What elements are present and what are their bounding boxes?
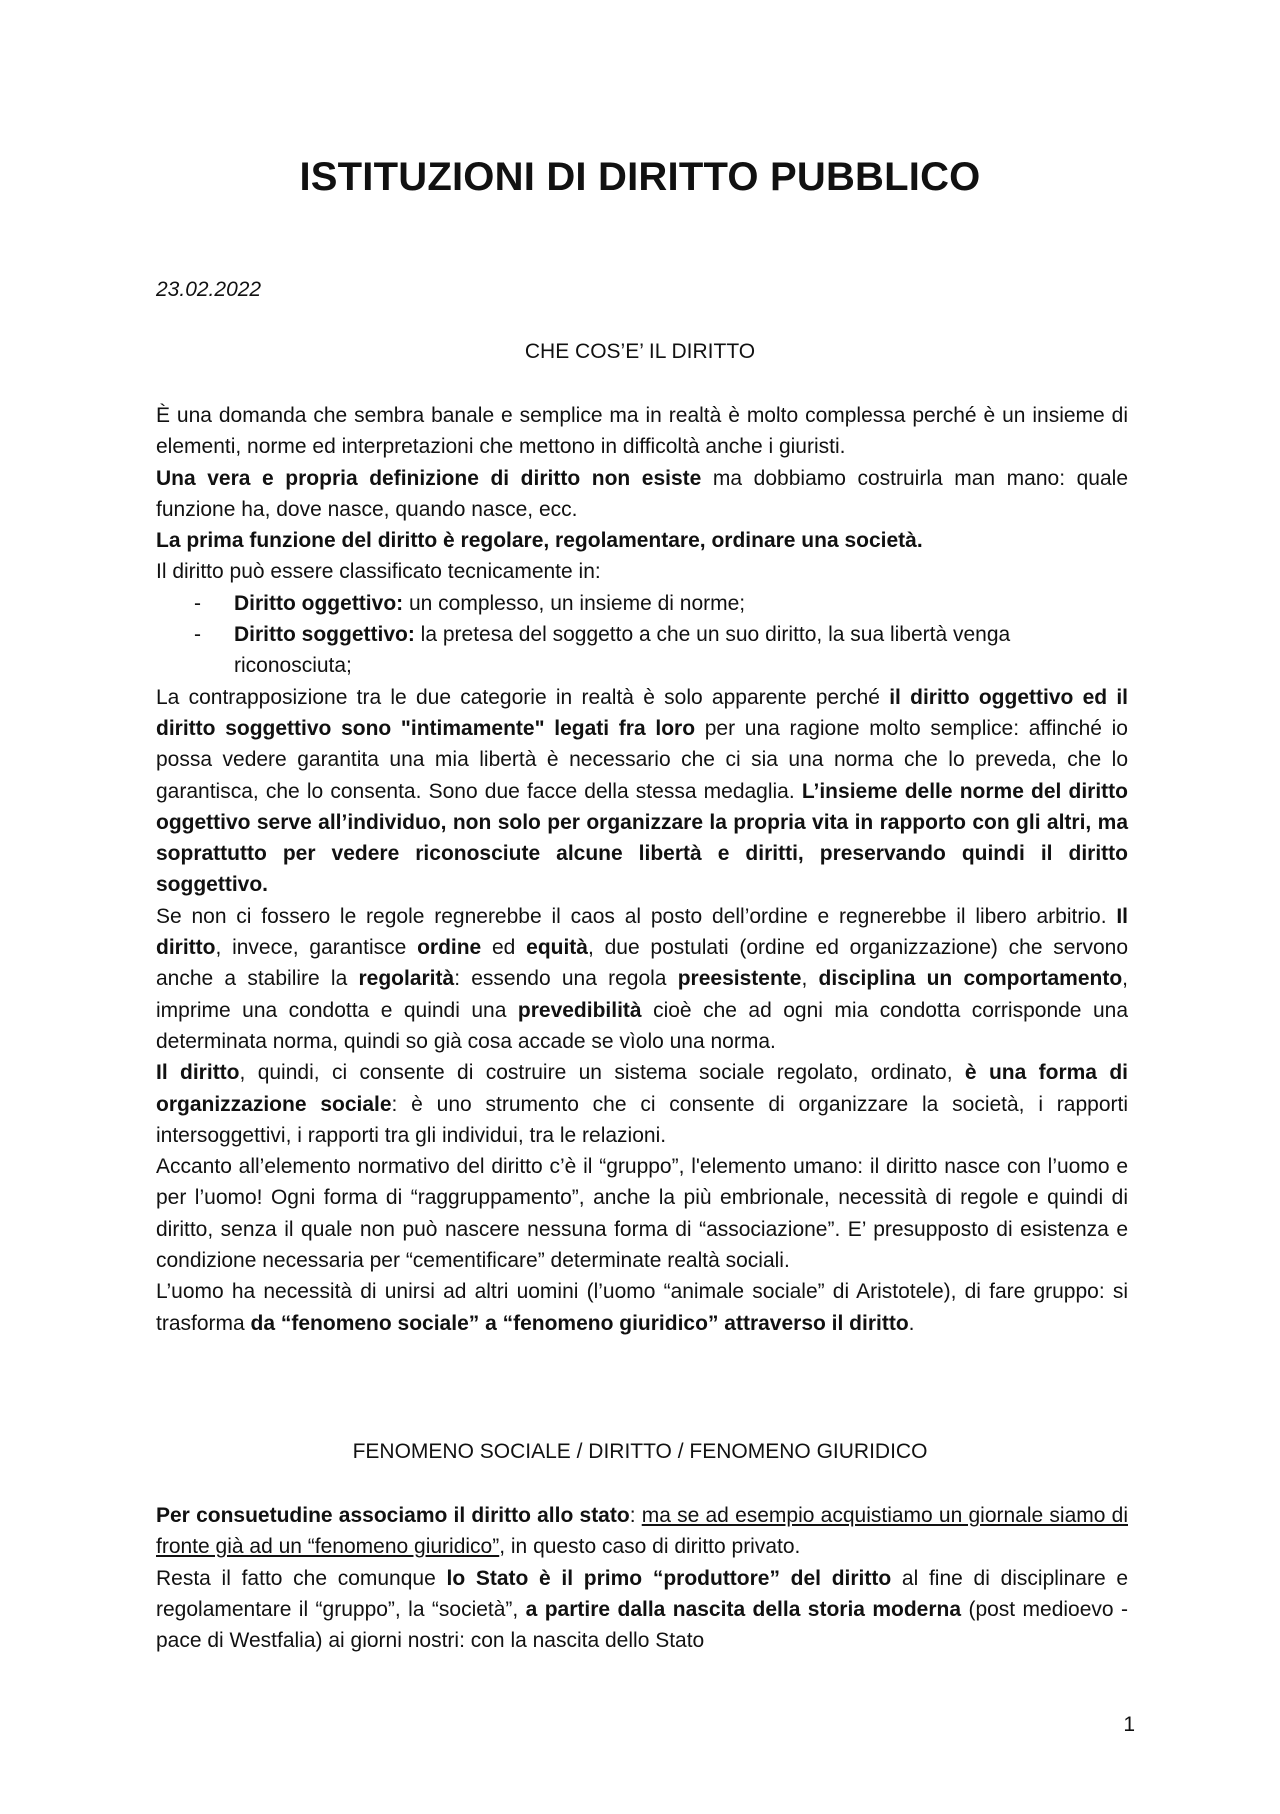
document-title: ISTITUZIONI DI DIRITTO PUBBLICO [299,155,981,199]
paragraph [156,1057,1128,1151]
paragraph: È una domanda che sembra banale e semplice ma in realtà è molto complessa perché è un insieme di elementi, norme ed interpretazioni che mettono in difficoltà anche i giuristi. [156,404,1128,459]
list-item [156,588,1128,619]
text-run: , due postulati (ordine ed organizzazione) che servono anche a stabilire la [156,936,1129,991]
bold-text: Il diritto [156,904,1128,960]
section-heading-fenomeno-sociale: FENOMENO SOCIALE / DIRITTO / FENOMENO GIURIDICO [352,1440,928,1463]
text-run: al fine di disciplinare e regolamentare il “gruppo”, la “società”, [156,1566,1128,1621]
text-run: ed [481,936,527,960]
document-date: 23.02.2022 [156,278,262,301]
bold-text: disciplina un comportamento [818,967,1123,991]
paragraph [156,1500,1128,1563]
list-text: la pretesa del soggetto a che un suo diritto, la sua libertà venga riconosciuta; [234,623,1011,678]
text-run: : [629,1504,642,1527]
bold-text: preesistente [677,967,802,991]
paragraph [156,1276,1128,1339]
text-run: : è uno strumento che ci consente di organizzare la società, i rapporti intersoggettivi, i rapporti tra gli individui, tra le relazioni. [156,1092,1128,1147]
underlined-text: ma se ad esempio acquistiamo un giornale siamo di fronte già ad un “fenomeno giuridico” [156,1504,1128,1559]
text-run: , [801,967,819,991]
page-number: 1 [1123,1713,1135,1736]
text-run: cioè che ad ogni mia condotta corrisponde una determinata norma, quindi so già cosa accade se vìolo una norma. [156,998,1128,1053]
bold-text: Per consuetudine associamo il diritto allo stato [156,1504,630,1527]
section-body-fenomeno [156,1500,1128,1656]
bold-text: a partire dalla nascita della storia moderna [525,1597,962,1621]
bold-text: La prima funzione del diritto è regolare, regolamentare, ordinare una società. [156,529,923,553]
paragraph [156,525,1128,556]
text-run: , imprime una condotta e quindi una [156,967,1128,1022]
bold-text: regolarità [358,967,455,991]
bold-text: lo Stato è il primo “produttore” del diritto [446,1566,892,1590]
text-run: Se non ci fossero le regole regnerebbe il caos al posto dell’ordine e regnerebbe il libero arbitrio. [156,904,1117,928]
text-run: La contrapposizione tra le due categorie in realtà è solo apparente perché [156,685,890,709]
text-run: . [908,1311,915,1335]
paragraph [156,463,1128,526]
bold-text: ordine [417,936,482,960]
text-run: per una ragione molto semplice: affinché io possa vedere garantita una mia libertà è necessario che ci sia una norma che lo preveda, che lo garantisca, che lo consenta. Sono due facce della stessa medaglia. [156,716,1128,803]
paragraph [156,682,1128,901]
list-term: Diritto soggettivo: [234,623,415,647]
text-run: L’uomo ha necessità di unirsi ad altri uomini (l’uomo “animale sociale” di Aristotele), di fare gruppo: si trasforma [156,1280,1128,1335]
bold-text: Una vera e propria definizione di diritto non esiste [156,466,702,490]
list-text: un complesso, un insieme di norme; [403,591,746,615]
text-run: , quindi, ci consente di costruire un sistema sociale regolato, ordinato, [239,1061,965,1085]
list-term: Diritto oggettivo: [234,591,404,615]
bold-text: L’insieme delle norme del diritto oggettivo serve all’individuo, non solo per organizzare la propria vita in rapporto con gli altri, ma soprattutto per vedere riconosciute alcune libertà e diritti, preservando quindi il diritto soggettivo. [156,779,1128,897]
bold-text: Il diritto [156,1061,240,1085]
dash-bullet: - [194,623,201,647]
section-body-che-cose [156,400,1128,1339]
bold-text: il diritto oggettivo ed il diritto soggettivo sono "intimamente" legati fra loro [156,685,1128,740]
paragraph [156,901,1128,1057]
text-run: Resta il fatto che comunque [156,1566,447,1590]
text-run: (post medioevo - pace di Westfalia) ai giorni nostri: con la nascita dello Stato [156,1597,1128,1653]
bold-text: prevedibilità [517,998,642,1022]
list-item [156,619,1128,682]
text-run: ma dobbiamo costruirla man mano: quale funzione ha, dove nasce, quando nasce, ecc. [156,466,1129,521]
dash-bullet: - [194,591,201,615]
paragraph: Il diritto può essere classificato tecnicamente in: [156,560,601,584]
bold-text: da “fenomeno sociale” a “fenomeno giuridico” attraverso il diritto [250,1311,909,1335]
definition-list [156,588,1128,682]
section-heading-che-cose-il-diritto: CHE COS’E’ IL DIRITTO [524,340,756,363]
text-run: , in questo caso di diritto privato. [499,1535,801,1559]
bold-text: è una forma di organizzazione sociale [156,1061,1129,1116]
text-run: , invece, garantisce [215,936,418,960]
bold-text: equità [526,936,588,960]
text-run: : essendo una regola [454,967,678,991]
paragraph [156,1563,1128,1657]
paragraph: Accanto all’elemento normativo del diritto c’è il “gruppo”, l'elemento umano: il diritto nasce con l’uomo e per l’uomo! Ogni forma di “raggruppamento”, anche la più embrionale, necessità di regole e quindi di diritto, senza il quale non può nascere nessuna forma di “associazione”. E’ presupposto di esistenza e condizione necessaria per “cementificare” determinate realtà sociali. [156,1155,1128,1273]
